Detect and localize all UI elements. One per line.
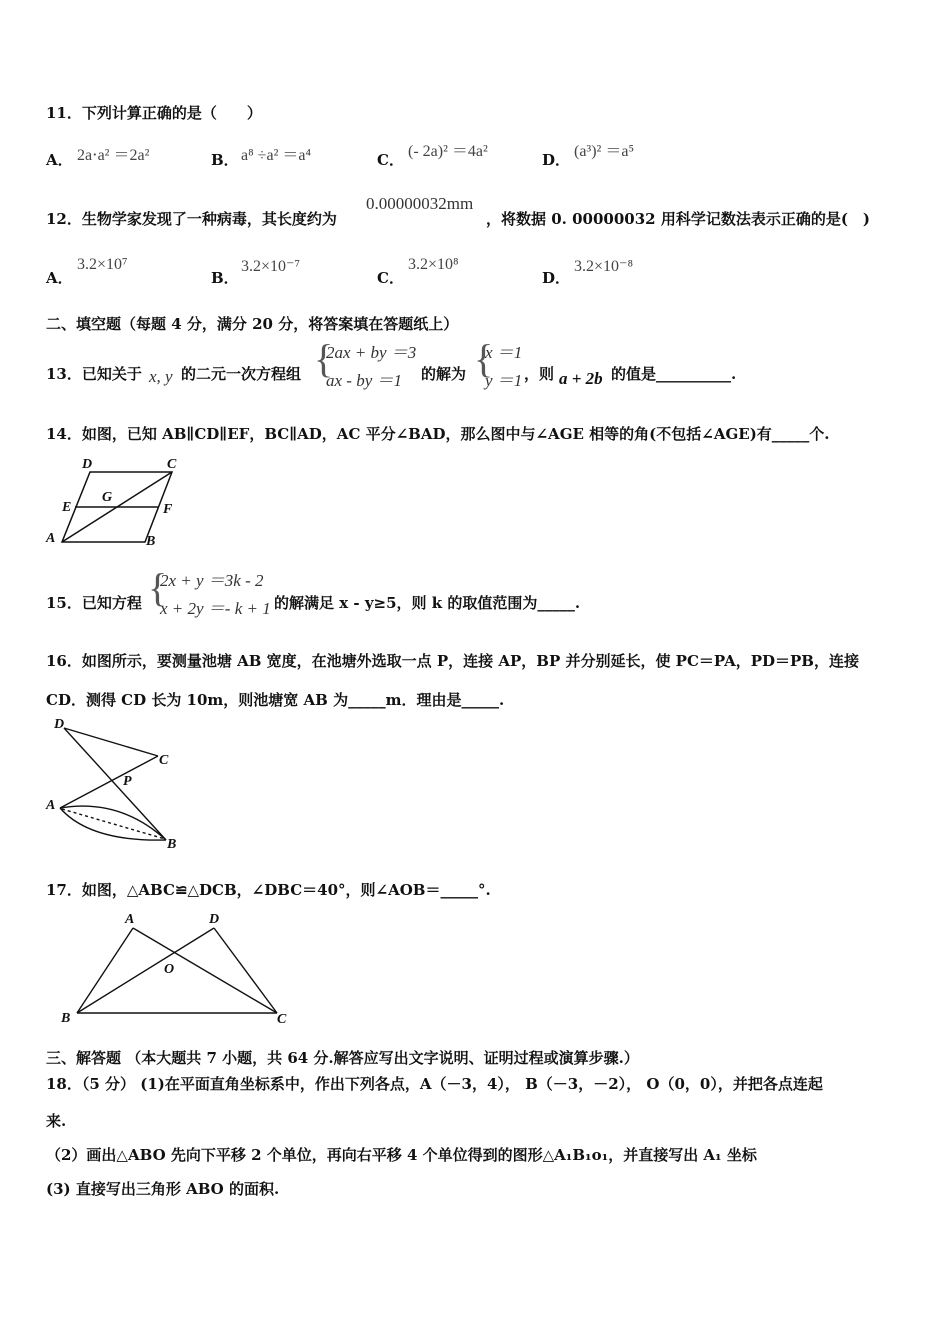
q17-stem: 17．如图，△ABC≌△DCB，∠DBC＝40°，则∠AOB＝_____°. — [46, 881, 491, 899]
q11-option-a-expr: 2a⋅a² ＝2a² — [77, 147, 150, 164]
q13-sol1: x ＝1 — [485, 343, 523, 362]
q11-option-c-expr: (- 2a)² ＝4a² — [408, 143, 488, 160]
q11-option-b-expr: a⁸ ÷a² ＝a⁴ — [241, 147, 312, 164]
q17-segment-bd — [77, 928, 214, 1013]
q17-label-b: B — [61, 1011, 71, 1026]
q12-option-a-label: A． — [46, 269, 73, 287]
q12-option-d-label: D． — [542, 269, 571, 287]
q13-suffix: 的值是__________. — [611, 365, 737, 383]
q12-option-b-label: B． — [211, 269, 239, 287]
q15-system-brace: { — [148, 565, 168, 610]
q12-option-b-expr: 3.2×10⁻⁷ — [241, 258, 301, 275]
q15-eq2: x + 2y ＝- k + 1 — [160, 599, 271, 618]
q12-value: 0.00000032mm — [366, 194, 474, 213]
q16-label-p: P — [123, 774, 132, 789]
q16-figure — [40, 712, 190, 857]
q12-stem-b: ，将数据 0. 00000032 用科学记数法表示正确的是( ) — [486, 210, 871, 228]
q12-option-c-label: C． — [377, 269, 404, 287]
q13-mid3: ，则 — [524, 365, 555, 383]
q15-suffix: 的解满足 x - y≥5，则 k 的取值范围为_____. — [274, 594, 581, 612]
q12-stem-a: 12．生物学家发现了一种病毒，其长度约为 — [46, 210, 337, 228]
q17-label-o: O — [164, 962, 175, 977]
q17-segment-ac — [133, 928, 277, 1013]
q16-label-c: C — [159, 753, 169, 768]
q13-sol2: y ＝1 — [485, 371, 523, 390]
q14-label-d: D — [82, 457, 93, 472]
q14-figure — [40, 450, 190, 550]
q17-label-a: A — [125, 912, 135, 927]
section-2-heading: 二、填空题（每题 4 分，满分 20 分，将答案填在答题纸上） — [46, 315, 459, 333]
q14-label-f: F — [163, 502, 173, 517]
q12-option-d-expr: 3.2×10⁻⁸ — [574, 258, 634, 275]
q11-option-a-label: A． — [46, 151, 73, 169]
q13-mid1: 的二元一次方程组 — [181, 365, 302, 383]
q16-line1: 16．如图所示，要测量池塘 AB 宽度，在池塘外选取一点 P，连接 AP，BP 并分别延长，使 PC＝PA，PD＝PB，连接 — [46, 652, 859, 670]
q17-segment-dc — [214, 928, 277, 1013]
q16-line2: CD．测得 CD 长为 10m，则池塘宽 AB 为_____m．理由是_____. — [46, 691, 505, 709]
q13-mid2: 的解为 — [421, 365, 467, 383]
q11-option-d-label: D． — [542, 151, 571, 169]
q17-figure — [55, 907, 295, 1029]
q14-label-b: B — [146, 534, 156, 549]
q13-prefix: 13．已知关于 — [46, 365, 142, 383]
q18-line1: 18．（5 分） (1)在平面直角坐标系中，作出下列各点，A（－3，4）， B（－3，－2）， O（0，0），并把各点连起 — [46, 1075, 823, 1093]
q17-label-d: D — [209, 912, 220, 927]
q13-eq1: 2ax + by ＝3 — [326, 343, 417, 362]
q11-option-b-label: B． — [211, 151, 239, 169]
q14-label-a: A — [46, 531, 56, 546]
q13-vars: x, y — [149, 367, 173, 386]
q13-eq2: ax - by ＝1 — [326, 371, 403, 390]
q12-option-c-expr: 3.2×10⁸ — [408, 256, 459, 273]
q16-label-b: B — [167, 837, 177, 852]
q15-prefix: 15．已知方程 — [46, 594, 142, 612]
q13-system-brace: { — [314, 336, 334, 381]
q16-label-d: D — [54, 717, 65, 732]
q13-solution-brace: { — [474, 336, 494, 381]
q14-stem: 14．如图，已知 AB∥CD∥EF，BC∥AD，AC 平分∠BAD，那么图中与∠AGE 相等的角(不包括∠AGE)有_____个. — [46, 425, 830, 443]
q16-segment-ab-dashed — [62, 809, 165, 839]
q16-segment-ca — [60, 756, 158, 808]
q18-line2: 来. — [46, 1112, 67, 1130]
section-3-heading: 三、解答题 （本大题共 7 小题，共 64 分.解答应写出文字说明、证明过程或演算步骤.） — [46, 1049, 639, 1067]
q11-option-d-expr: (a³)² ＝a⁵ — [574, 143, 635, 160]
q18-line3: （2）画出△ABO 先向下平移 2 个单位，再向右平移 4 个单位得到的图形△A₁B₁o₁，并直接写出 A₁ 坐标 — [46, 1146, 757, 1164]
q12-option-a-expr: 3.2×10⁷ — [77, 256, 128, 273]
q15-eq1: 2x + y ＝3k - 2 — [160, 571, 264, 590]
q14-label-g: G — [102, 490, 113, 505]
q14-label-c: C — [167, 457, 177, 472]
q11-stem: 11．下列计算正确的是（ ） — [46, 104, 262, 122]
q16-label-a: A — [46, 798, 56, 813]
q11-option-c-label: C． — [377, 151, 404, 169]
q13-expr: a + 2b — [559, 369, 603, 388]
q17-label-c: C — [277, 1012, 287, 1027]
q17-segment-ba — [77, 928, 133, 1013]
q14-label-e: E — [62, 500, 72, 515]
q16-segment-dc — [64, 728, 158, 756]
q18-line4: (3) 直接写出三角形 ABO 的面积. — [46, 1180, 280, 1198]
